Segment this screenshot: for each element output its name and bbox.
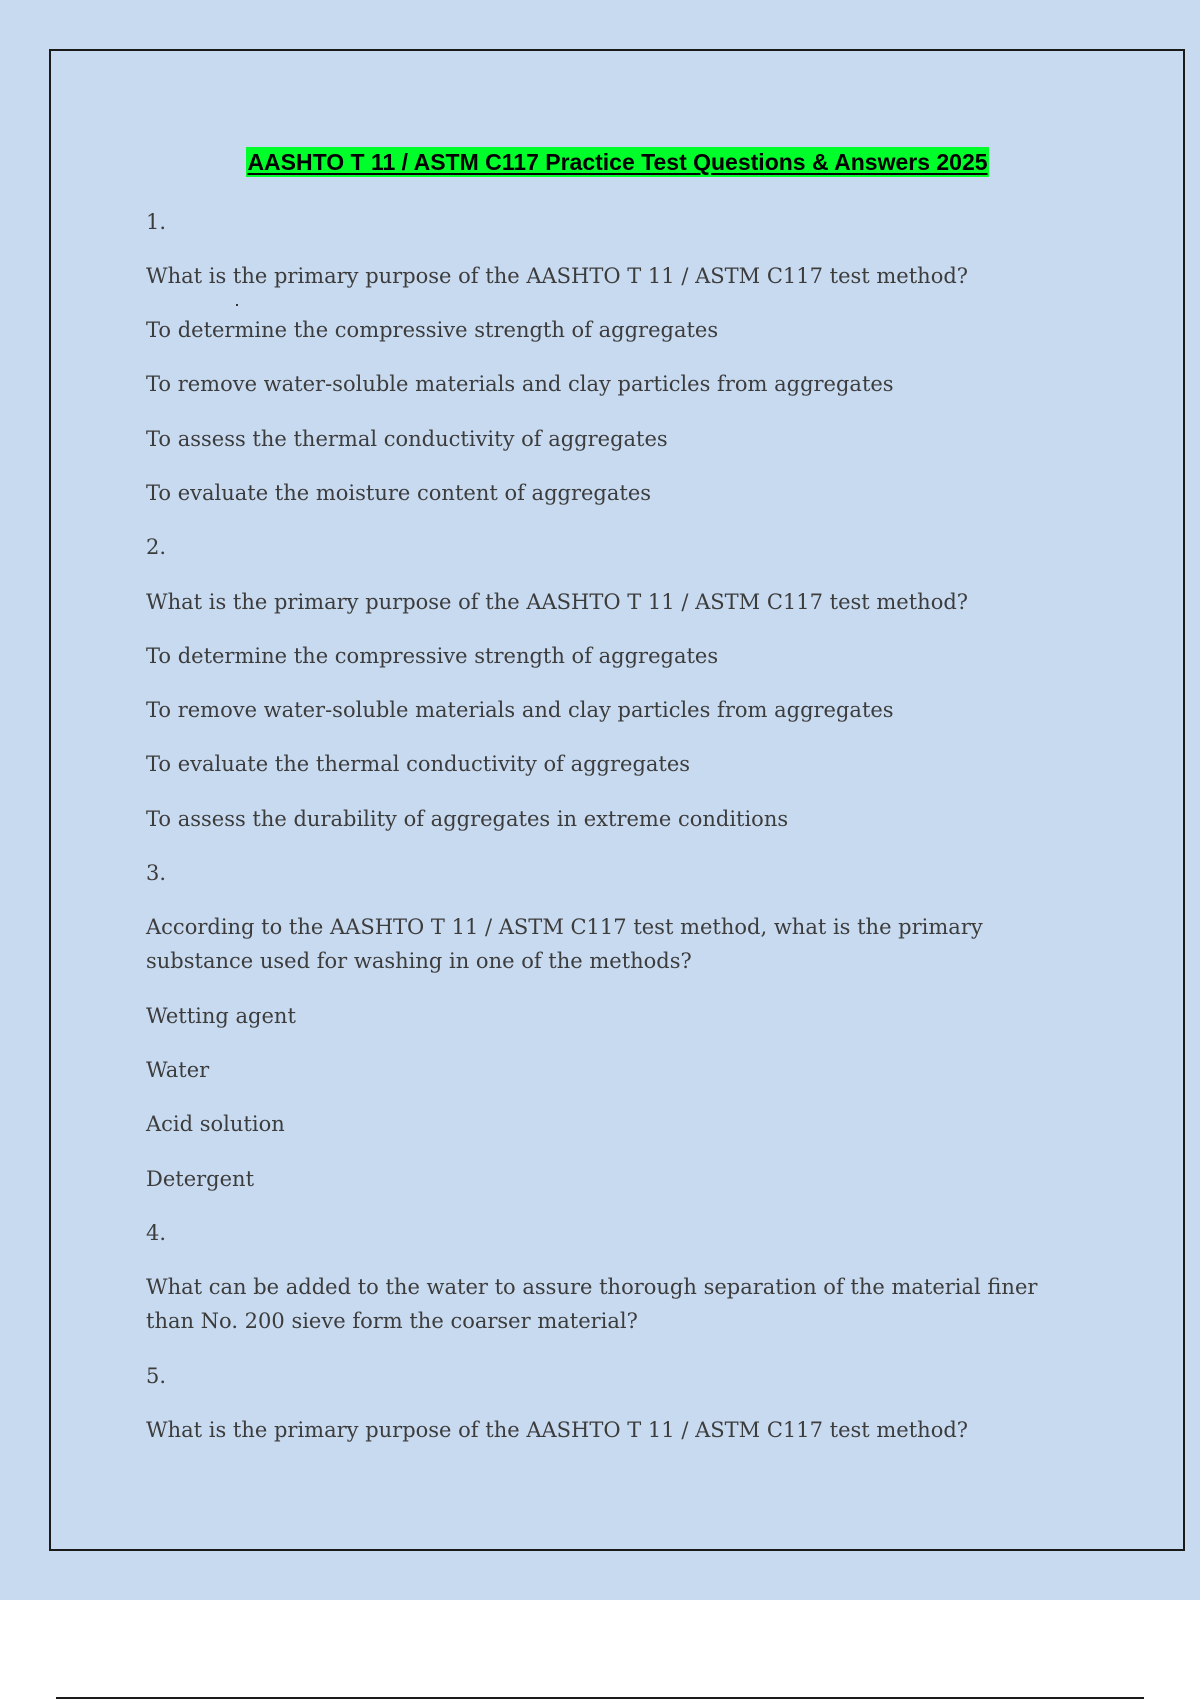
- question-3-option-3: Acid solution: [146, 1112, 285, 1136]
- question-4-number: 4.: [146, 1221, 167, 1245]
- stray-dot: [236, 304, 238, 306]
- question-2-option-2: To remove water-soluble materials and clay particles from aggregates: [146, 698, 894, 722]
- question-1-option-3: To assess the thermal conductivity of aggregates: [146, 427, 668, 451]
- question-5-number: 5.: [146, 1364, 167, 1388]
- bottom-divider: [56, 1697, 1144, 1699]
- question-1-text: What is the primary purpose of the AASHTO T 11 / ASTM C117 test method?: [146, 264, 969, 288]
- question-3-option-4: Detergent: [146, 1167, 255, 1191]
- question-5-text: What is the primary purpose of the AASHTO T 11 / ASTM C117 test method?: [146, 1418, 969, 1442]
- question-2-option-1: To determine the compressive strength of aggregates: [146, 644, 719, 668]
- question-1-option-1: To determine the compressive strength of aggregates: [146, 318, 719, 342]
- question-3-option-2: Water: [146, 1058, 210, 1082]
- question-3-text-line-2: substance used for washing in one of the methods?: [146, 949, 692, 973]
- question-4-text-line-2: than No. 200 sieve form the coarser material?: [146, 1309, 638, 1333]
- question-2-option-3: To evaluate the thermal conductivity of aggregates: [146, 752, 691, 776]
- question-3-number: 3.: [146, 861, 167, 885]
- document-title: AASHTO T 11 / ASTM C117 Practice Test Questions & Answers 2025: [247, 149, 988, 175]
- question-1-option-2: To remove water-soluble materials and clay particles from aggregates: [146, 372, 894, 396]
- question-4-text-line-1: What can be added to the water to assure thorough separation of the material finer: [146, 1275, 1038, 1299]
- question-2-number: 2.: [146, 535, 167, 559]
- question-2-text: What is the primary purpose of the AASHTO T 11 / ASTM C117 test method?: [146, 590, 969, 614]
- question-1-number: 1.: [146, 210, 167, 234]
- question-3-text-line-1: According to the AASHTO T 11 / ASTM C117 test method, what is the primary: [146, 915, 983, 939]
- question-1-option-4: To evaluate the moisture content of aggregates: [146, 481, 652, 505]
- title-container: [0, 147, 1200, 177]
- question-2-option-4: To assess the durability of aggregates in extreme conditions: [146, 807, 789, 831]
- question-3-option-1: Wetting agent: [146, 1004, 296, 1028]
